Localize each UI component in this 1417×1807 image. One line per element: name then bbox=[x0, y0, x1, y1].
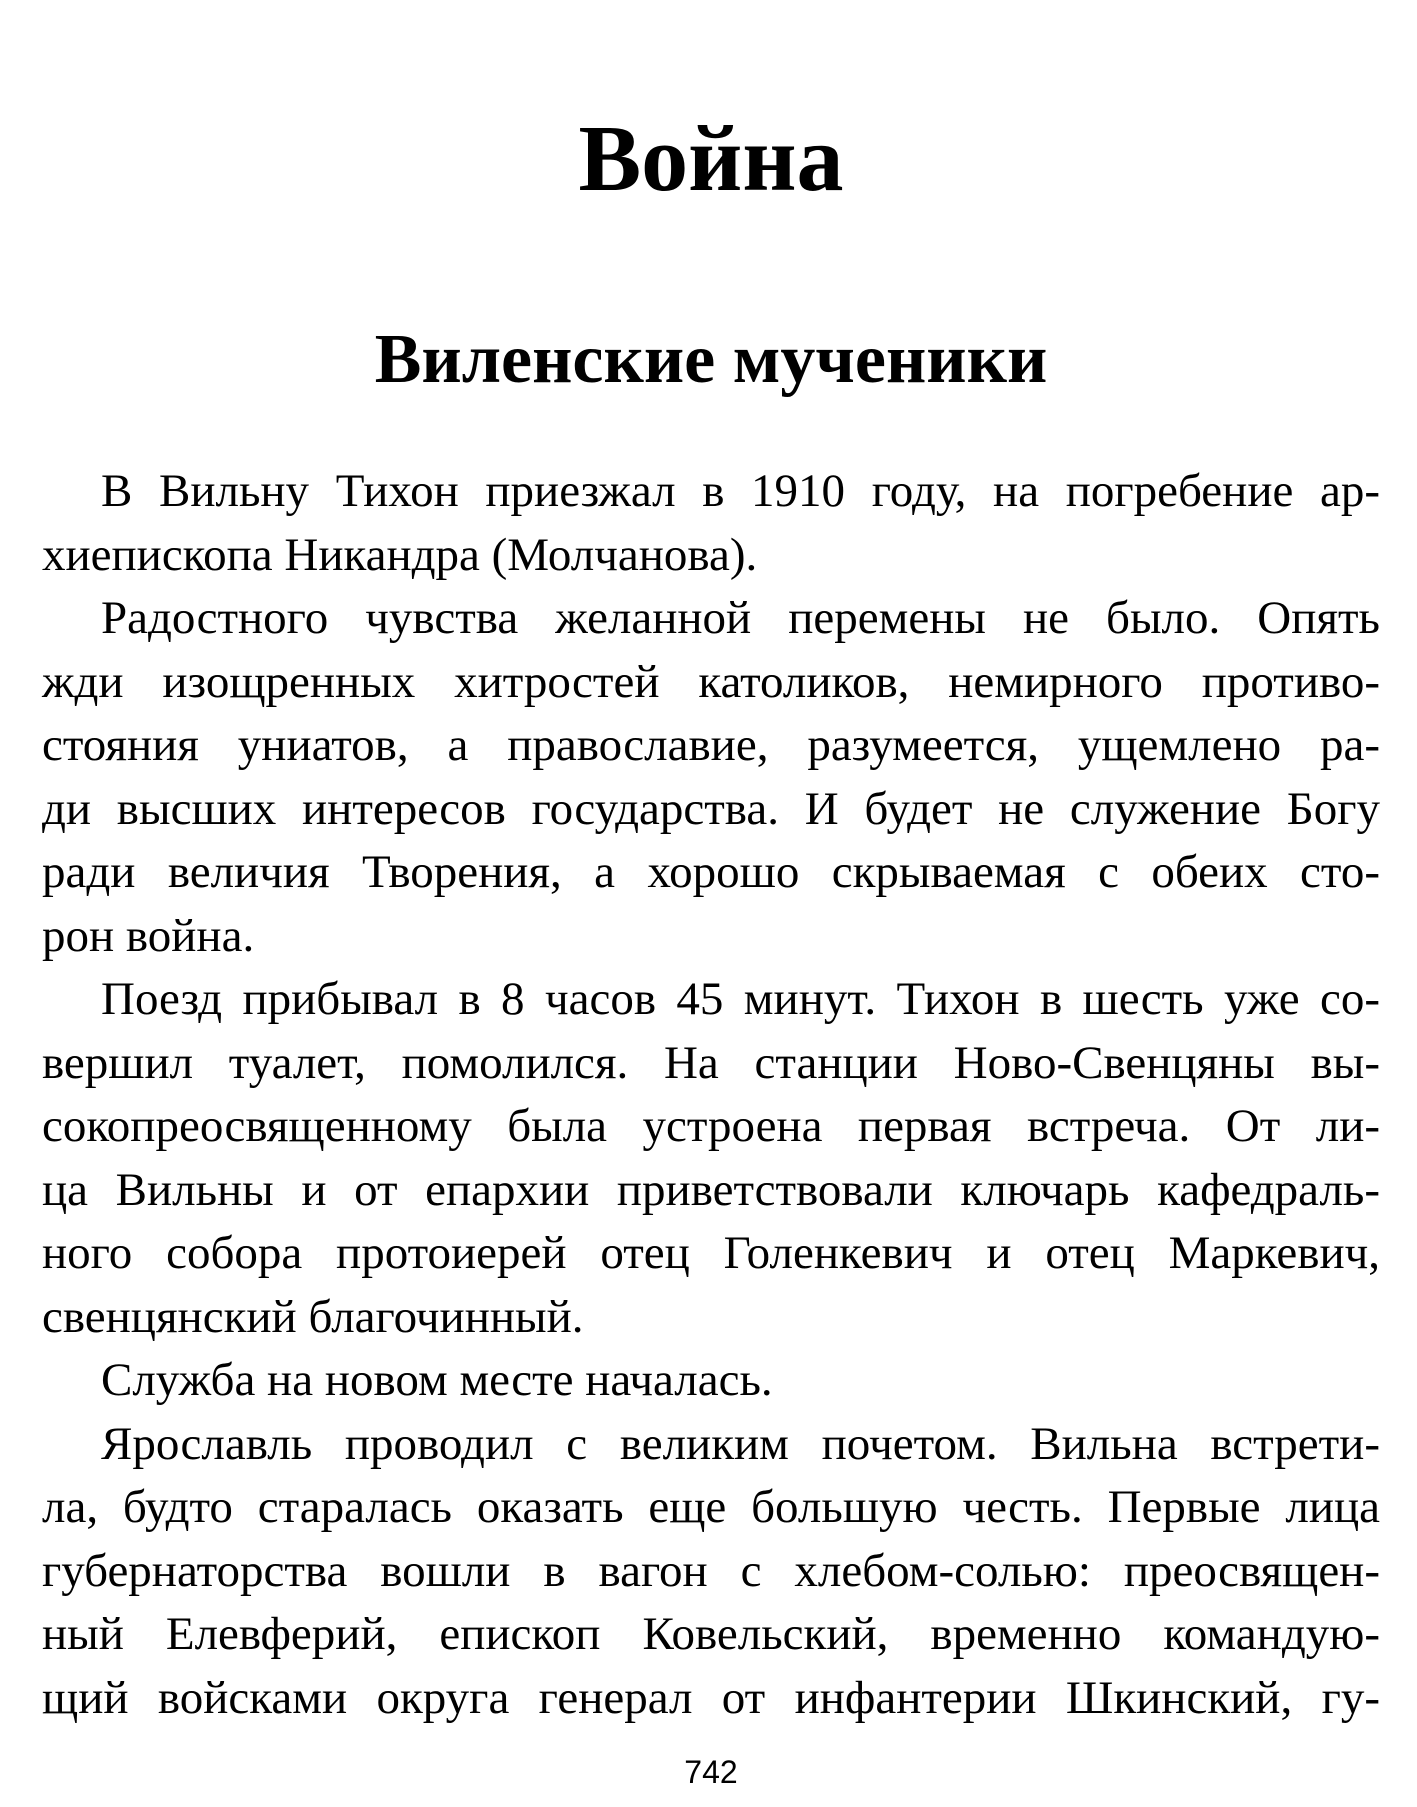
text-line: В Вильну Тихон приезжал в 1910 году, на погребение ар- bbox=[101, 465, 1380, 517]
text-line: сокопреосвященному была устроена первая встреча. От ли- bbox=[42, 1100, 1380, 1152]
text-line: Поезд прибывал в 8 часов 45 минут. Тихон в шесть уже со- bbox=[101, 973, 1380, 1025]
text-line: Служба на новом месте началась. bbox=[101, 1354, 773, 1406]
text-line: щий войсками округа генерал от инфантерии Шкинский, гу- bbox=[42, 1671, 1380, 1724]
page-number: 742 bbox=[684, 1754, 738, 1790]
text-line: стояния униатов, а православие, разумеется, ущемлено ра- bbox=[42, 719, 1380, 771]
text-line: ла, будто старалась оказать еще большую честь. Первые лица bbox=[42, 1481, 1380, 1533]
text-line: ди высших интересов государства. И будет не служение Богу bbox=[42, 782, 1380, 835]
chapter-title: Виленские мученики bbox=[374, 321, 1048, 398]
text-line: вершил туалет, помолился. На станции Ново-Свенцяны вы- bbox=[42, 1036, 1380, 1089]
body-text bbox=[42, 460, 1380, 1730]
part-title: Война bbox=[578, 107, 844, 211]
text-line: ради величия Творения, а хорошо скрываемая с обеих сто- bbox=[42, 846, 1380, 898]
text-line: хиепископа Никандра (Молчанова). bbox=[42, 528, 758, 581]
text-line: жди изощренных хитростей католиков, немирного противо- bbox=[42, 655, 1380, 708]
text-line: ного собора протоиерей отец Голенкевич и отец Маркевич, bbox=[42, 1227, 1380, 1279]
text-line: Ярославль проводил с великим почетом. Вильна встрети- bbox=[101, 1417, 1380, 1470]
text-line: свенцянский благочинный. bbox=[42, 1290, 584, 1343]
text-line: ца Вильны и от епархии приветствовали ключарь кафедраль- bbox=[42, 1163, 1380, 1216]
text-line: губернаторства вошли в вагон с хлебом-солью: преосвящен- bbox=[42, 1544, 1380, 1597]
text-line: Радостного чувства желанной перемены не было. Опять bbox=[101, 592, 1380, 644]
text-line: ный Елевферий, епископ Ковельский, временно командую- bbox=[42, 1608, 1380, 1660]
book-page bbox=[42, 0, 1380, 1807]
text-line: рон война. bbox=[42, 909, 255, 962]
